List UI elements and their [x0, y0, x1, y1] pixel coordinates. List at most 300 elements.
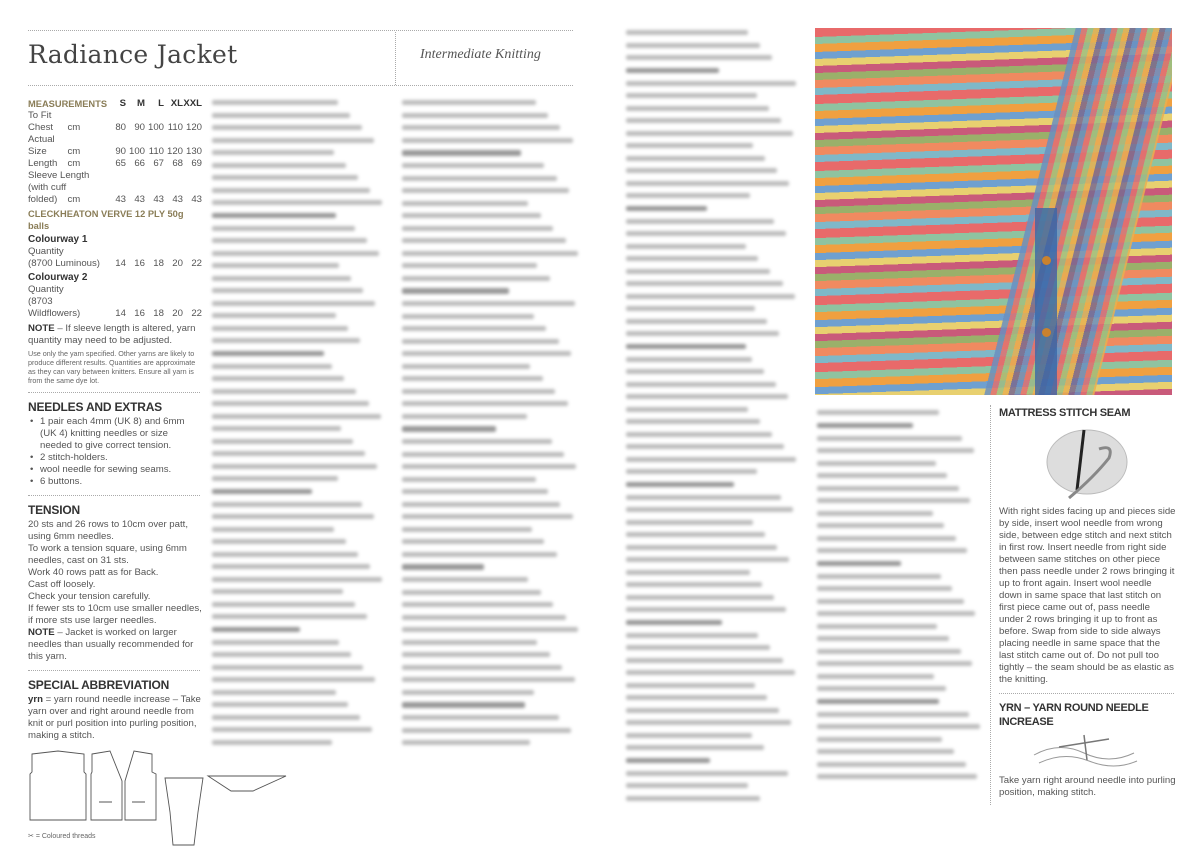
- blurred-line: [817, 586, 952, 591]
- blurred-line: [402, 414, 527, 419]
- divider: [28, 392, 200, 393]
- blurred-line: [212, 627, 300, 633]
- cell: 80: [115, 122, 126, 133]
- yrn-heading: YRN – YARN ROUND NEEDLE INCREASE: [999, 702, 1149, 728]
- blurred-line: [212, 125, 362, 130]
- colourway-name: Colourway 2: [28, 272, 88, 283]
- blurred-line: [626, 281, 783, 286]
- yrn-illustration: [999, 731, 1174, 771]
- measurements-table: [28, 98, 202, 206]
- row-label: To Fit Chest: [28, 110, 54, 133]
- blurred-line: [817, 712, 969, 717]
- divider: [999, 693, 1174, 694]
- blurred-line: [212, 464, 377, 469]
- cell: 14: [115, 308, 126, 319]
- blurred-line: [817, 749, 954, 754]
- sidebar-rule: [990, 405, 991, 805]
- blurred-line: [212, 276, 351, 281]
- size-header: M: [137, 98, 145, 109]
- blurred-line: [212, 100, 338, 105]
- cell: 22: [191, 258, 202, 269]
- blurred-line: [402, 615, 566, 620]
- cell: 120: [166, 146, 183, 157]
- blurred-line: [212, 476, 338, 481]
- cell: 16: [134, 308, 145, 319]
- tension-heading: TENSION: [28, 503, 80, 517]
- blurred-line: [626, 645, 770, 650]
- blurred-line: [402, 539, 544, 544]
- scissors-icon: ✂: [28, 833, 36, 840]
- tension-line: if more sts use larger needles.: [28, 615, 157, 626]
- blurred-line: [626, 670, 795, 675]
- blurred-line: [626, 532, 765, 537]
- jacket-photo: [815, 28, 1172, 395]
- blurred-line: [626, 683, 755, 688]
- note-label: NOTE: [28, 323, 55, 334]
- table-row: [28, 158, 202, 170]
- blurred-line: [402, 452, 564, 457]
- blurred-line: [626, 520, 753, 525]
- blurred-line: [212, 313, 336, 318]
- blurred-line: [626, 758, 710, 764]
- blurred-line: [402, 702, 525, 708]
- blurred-line: [626, 557, 789, 562]
- blurred-line: [212, 338, 360, 343]
- blurred-line: [402, 715, 559, 720]
- blurred-line: [626, 695, 767, 700]
- tension-line: Cast off loosely.: [28, 579, 96, 590]
- tension-line: Check your tension carefully.: [28, 591, 151, 602]
- blurred-line: [212, 288, 363, 293]
- list-item: • 1 pair each 4mm (UK 8) and 6mm (UK 4) knitting needles or size needed to give correct tension.: [28, 416, 202, 452]
- blurred-line: [402, 577, 528, 582]
- blurred-line: [626, 745, 764, 750]
- blurred-line: [402, 326, 546, 331]
- abbreviation-heading: SPECIAL ABBREVIATION: [28, 678, 170, 692]
- blurred-line: [212, 150, 334, 155]
- blurred-line: [402, 201, 528, 206]
- blurred-line: [402, 188, 569, 193]
- schematic-area: [28, 748, 202, 848]
- divider: [28, 670, 200, 671]
- blurred-line: [817, 561, 901, 567]
- blurred-line: [817, 774, 977, 779]
- yarn-note: [28, 323, 202, 347]
- legend-text: = Coloured threads: [35, 833, 96, 840]
- size-header: L: [158, 98, 164, 109]
- blurred-line: [212, 665, 363, 670]
- row-label: (with cuff folded): [28, 182, 67, 205]
- blurred-line: [626, 269, 770, 274]
- blurred-line: [402, 502, 560, 507]
- cell: cm: [67, 146, 81, 157]
- blurred-line: [626, 369, 764, 374]
- blurred-line: [817, 448, 974, 453]
- tension-note: [28, 627, 202, 663]
- table-row: [28, 110, 202, 134]
- blurred-line: [212, 226, 355, 231]
- blurred-line: [212, 213, 336, 219]
- blurred-line: [817, 473, 947, 478]
- blurred-line: [626, 457, 796, 462]
- blurred-line: [402, 138, 573, 143]
- blurred-line: [212, 740, 332, 745]
- blurred-line: [212, 364, 332, 369]
- size-header: S: [119, 98, 126, 109]
- blurred-line: [402, 351, 571, 356]
- cell: 100: [147, 122, 164, 133]
- blurred-line: [626, 43, 760, 48]
- blurred-line: [212, 727, 372, 732]
- blurred-line: [626, 469, 757, 474]
- blurred-line: [212, 602, 355, 607]
- tension-line: 20 sts and 26 rows to 10cm over patt, using 6mm needles.: [28, 519, 188, 542]
- cell: 22: [191, 308, 202, 319]
- blurred-line: [212, 552, 358, 557]
- blurred-line: [626, 231, 786, 236]
- mattress-stitch-section: [999, 406, 1177, 686]
- cell: 130: [185, 146, 202, 157]
- blurred-line: [817, 486, 959, 491]
- blurred-line: [212, 589, 343, 594]
- blurred-line: [402, 314, 534, 319]
- blurred-line: [402, 426, 496, 432]
- pattern-column-blurred: [212, 100, 384, 752]
- blurred-line: [402, 226, 553, 231]
- list-item: • 2 stitch-holders.: [28, 452, 202, 464]
- pattern-column-blurred: [817, 410, 982, 787]
- blurred-line: [212, 389, 356, 394]
- blurred-line: [817, 436, 962, 441]
- cell: 65: [115, 158, 126, 169]
- blurred-line: [626, 143, 753, 148]
- needles-section: [28, 400, 202, 488]
- list-item: • 6 buttons.: [28, 476, 202, 488]
- blurred-line: [817, 423, 913, 429]
- header-rule-bottom: [28, 85, 573, 86]
- blurred-line: [626, 595, 774, 600]
- blurred-line: [626, 244, 746, 249]
- difficulty-label: Intermediate Knitting: [420, 47, 541, 62]
- right-sidebar: [999, 406, 1177, 799]
- blurred-line: [402, 489, 548, 494]
- blurred-line: [402, 113, 548, 118]
- blurred-line: [212, 690, 336, 695]
- blurred-line: [626, 306, 755, 311]
- blurred-line: [626, 118, 781, 123]
- abbreviation-section: [28, 678, 202, 742]
- blurred-line: [212, 640, 339, 645]
- cell: 110: [148, 146, 164, 157]
- blurred-line: [626, 131, 793, 136]
- blurred-line: [212, 113, 350, 118]
- blurred-line: [817, 624, 937, 629]
- blurred-line: [212, 301, 375, 306]
- blurred-line: [817, 649, 961, 654]
- blurred-line: [212, 502, 362, 507]
- blurred-line: [626, 256, 758, 261]
- blurred-line: [212, 175, 358, 180]
- blurred-line: [817, 536, 956, 541]
- blurred-line: [212, 163, 346, 168]
- blurred-line: [402, 339, 559, 344]
- colourway-name: Colourway 1: [28, 234, 88, 245]
- blurred-line: [817, 548, 967, 553]
- blurred-line: [402, 514, 573, 519]
- blurred-line: [212, 577, 382, 582]
- cell: 18: [153, 258, 164, 269]
- blurred-line: [626, 168, 777, 173]
- blurred-line: [817, 511, 933, 516]
- measurements-heading: MEASUREMENTS: [28, 99, 108, 109]
- cell: 20: [172, 258, 183, 269]
- pattern-column-blurred: [402, 100, 580, 753]
- blurred-line: [626, 181, 789, 186]
- back-piece: [30, 751, 86, 820]
- blurred-line: [212, 426, 341, 431]
- blurred-line: [402, 464, 576, 469]
- blurred-line: [402, 652, 550, 657]
- blurred-line: [212, 489, 312, 495]
- blurred-line: [402, 552, 557, 557]
- blurred-line: [402, 301, 575, 306]
- blurred-line: [212, 351, 324, 357]
- blurred-line: [626, 432, 772, 437]
- blurred-line: [212, 702, 348, 707]
- blurred-line: [402, 564, 484, 570]
- sleeve-piece: [165, 778, 203, 845]
- blurred-line: [402, 590, 541, 595]
- tension-section: [28, 503, 202, 663]
- note-label: NOTE: [28, 627, 55, 638]
- blurred-line: [626, 771, 788, 776]
- page-title: Radiance Jacket: [28, 40, 238, 69]
- cell: 20: [172, 308, 183, 319]
- blurred-line: [626, 219, 774, 224]
- blurred-line: [817, 674, 934, 679]
- blurred-line: [626, 30, 748, 35]
- blurred-line: [626, 394, 788, 399]
- tension-line: Work 40 rows patt as for Back.: [28, 567, 159, 578]
- blurred-line: [402, 640, 537, 645]
- abbreviation-term: yrn: [28, 694, 43, 705]
- blurred-line: [402, 288, 509, 294]
- blurred-line: [817, 636, 949, 641]
- blurred-line: [626, 708, 779, 713]
- blurred-line: [212, 677, 375, 682]
- cell: 69: [191, 158, 202, 169]
- blurred-line: [212, 376, 344, 381]
- blurred-line: [817, 611, 975, 616]
- blurred-line: [402, 439, 552, 444]
- blurred-line: [402, 665, 562, 670]
- blurred-line: [402, 263, 537, 268]
- shade-label: (8703 Wildflowers): [28, 296, 81, 319]
- blurred-line: [402, 690, 534, 695]
- blurred-line: [626, 796, 760, 801]
- blurred-line: [212, 564, 370, 569]
- blurred-line: [817, 724, 980, 729]
- blurred-line: [626, 93, 757, 98]
- cell: 43: [172, 194, 183, 205]
- blurred-line: [626, 331, 779, 336]
- blurred-line: [402, 602, 553, 607]
- divider: [28, 495, 200, 496]
- list-item: • wool needle for sewing seams.: [28, 464, 202, 476]
- cell: 43: [191, 194, 202, 205]
- blurred-line: [817, 498, 970, 503]
- blurred-line: [402, 163, 544, 168]
- blurred-line: [626, 407, 748, 412]
- blurred-line: [212, 614, 367, 619]
- cell: 90: [115, 146, 126, 157]
- blurred-line: [212, 539, 346, 544]
- blurred-line: [212, 263, 339, 268]
- size-header: XL: [170, 98, 183, 109]
- blurred-line: [212, 439, 353, 444]
- blurred-line: [402, 276, 550, 281]
- cell: 43: [134, 194, 145, 205]
- blurred-line: [626, 733, 752, 738]
- blurred-line: [212, 326, 348, 331]
- diagram-legend: [28, 832, 96, 841]
- blurred-line: [626, 507, 793, 512]
- yarn-disclaimer: Use only the yarn specified. Other yarns are likely to produce different results. Quantities are approximate as they can vary between knitters. Ensure all yarn is from the same dye lot.: [28, 349, 196, 385]
- blurred-line: [402, 213, 541, 218]
- left-front-piece: [91, 751, 122, 820]
- blurred-line: [626, 193, 750, 198]
- blurred-line: [402, 740, 530, 745]
- cell: 90: [134, 122, 145, 133]
- blurred-line: [402, 527, 532, 532]
- blurred-line: [817, 661, 972, 666]
- blurred-line: [626, 582, 762, 587]
- blurred-line: [212, 527, 334, 532]
- blurred-line: [817, 461, 936, 466]
- mattress-stitch-illustration: [999, 422, 1174, 502]
- cell: 68: [172, 158, 183, 169]
- tension-line: To work a tension square, using 6mm needles, cast on 31 sts.: [28, 543, 187, 566]
- blurred-line: [817, 686, 946, 691]
- yrn-text: Take yarn right around needle into purling position, making stitch.: [999, 775, 1176, 798]
- table-row: [28, 258, 202, 270]
- blurred-line: [212, 200, 382, 205]
- blurred-line: [212, 514, 374, 519]
- blurred-line: [626, 607, 786, 612]
- cell: 43: [153, 194, 164, 205]
- note-text: – If sleeve length is altered, yarn quantity may need to be adjusted.: [28, 323, 196, 346]
- cell: 43: [115, 194, 126, 205]
- table-row: [28, 134, 202, 158]
- blurred-line: [817, 523, 944, 528]
- cell: 66: [134, 158, 145, 169]
- blurred-line: [212, 451, 365, 456]
- collar-piece: [208, 776, 286, 791]
- cell: cm: [67, 194, 81, 205]
- cell: 67: [153, 158, 164, 169]
- blurred-line: [626, 68, 719, 74]
- cell: 110: [167, 122, 183, 133]
- blurred-line: [402, 100, 536, 105]
- blurred-line: [212, 238, 367, 243]
- cell: 18: [153, 308, 164, 319]
- mattress-text: With right sides facing up and pieces side by side, insert wool needle from wrong side, between edge stitch and next stitch in first row. Insert needle from right side between same stitches on other piece then pass needle under 2 rows bringing it up to front again. Insert wool needle down in same space that last stitch on first piece came out of, pass needle under 2 rows bringing it up to front as before. Swap from side to side always placing needle in same space that the last stitch came out of. Do not pull too tightly – the seam should be as elastic as the knitting.: [999, 506, 1176, 685]
- blurred-line: [402, 364, 530, 369]
- blurred-line: [817, 699, 939, 705]
- blurred-line: [626, 495, 781, 500]
- blurred-line: [402, 401, 568, 406]
- blurred-line: [402, 125, 560, 130]
- blurred-line: [626, 382, 776, 387]
- blurred-line: [626, 482, 734, 488]
- cell: 120: [185, 122, 202, 133]
- blurred-line: [626, 444, 784, 449]
- blurred-line: [626, 106, 769, 111]
- blurred-line: [626, 344, 746, 350]
- cell: 16: [134, 258, 145, 269]
- blurred-line: [212, 401, 369, 406]
- blurred-line: [212, 188, 370, 193]
- blurred-line: [626, 419, 760, 424]
- yrn-section: [999, 701, 1177, 799]
- right-front-piece: [125, 751, 156, 820]
- blurred-line: [402, 677, 575, 682]
- blurred-line: [626, 319, 767, 324]
- table-row: [28, 182, 202, 206]
- blurred-line: [817, 762, 966, 767]
- quantity-label: Quantity: [28, 246, 64, 257]
- blurred-line: [626, 206, 707, 212]
- size-header: XXL: [183, 98, 202, 109]
- row-label: Actual Size: [28, 134, 55, 157]
- shade-label: (8700 Luminous): [28, 258, 100, 269]
- mattress-heading: MATTRESS STITCH SEAM: [999, 407, 1131, 419]
- blurred-line: [626, 570, 750, 575]
- header-divider: [395, 32, 396, 85]
- blurred-line: [402, 251, 578, 256]
- needles-heading: NEEDLES AND EXTRAS: [28, 400, 162, 414]
- cell: 100: [128, 146, 145, 157]
- blurred-line: [402, 176, 557, 181]
- blurred-line: [626, 783, 748, 788]
- blurred-line: [626, 658, 783, 663]
- blurred-line: [212, 251, 379, 256]
- blurred-line: [402, 238, 566, 243]
- needles-list: [28, 416, 202, 488]
- blurred-line: [402, 728, 571, 733]
- blurred-line: [817, 410, 939, 415]
- blurred-line: [212, 138, 374, 143]
- row-label: Sleeve Length: [28, 170, 90, 181]
- blurred-line: [402, 477, 536, 482]
- blurred-line: [626, 545, 777, 550]
- blurred-line: [626, 620, 722, 626]
- left-column: [28, 98, 202, 848]
- blurred-line: [817, 737, 942, 742]
- blurred-line: [212, 715, 360, 720]
- yarn-heading: CLECKHEATON VERVE 12 PLY 50g balls: [28, 209, 184, 231]
- table-row: [28, 170, 202, 182]
- quantity-label: Quantity: [28, 284, 64, 295]
- abbreviation-definition: = yarn round needle increase – Take yarn over and right around needle from knit or purl position into purling position, making a stitch.: [28, 694, 201, 741]
- blurred-line: [402, 150, 521, 156]
- table-row: [28, 296, 202, 320]
- blurred-line: [626, 55, 772, 60]
- blurred-line: [402, 627, 578, 632]
- blurred-line: [817, 599, 964, 604]
- note-text: – Jacket is worked on larger needles than usually recommended for this yarn.: [28, 627, 194, 662]
- pattern-column-blurred: [626, 30, 798, 808]
